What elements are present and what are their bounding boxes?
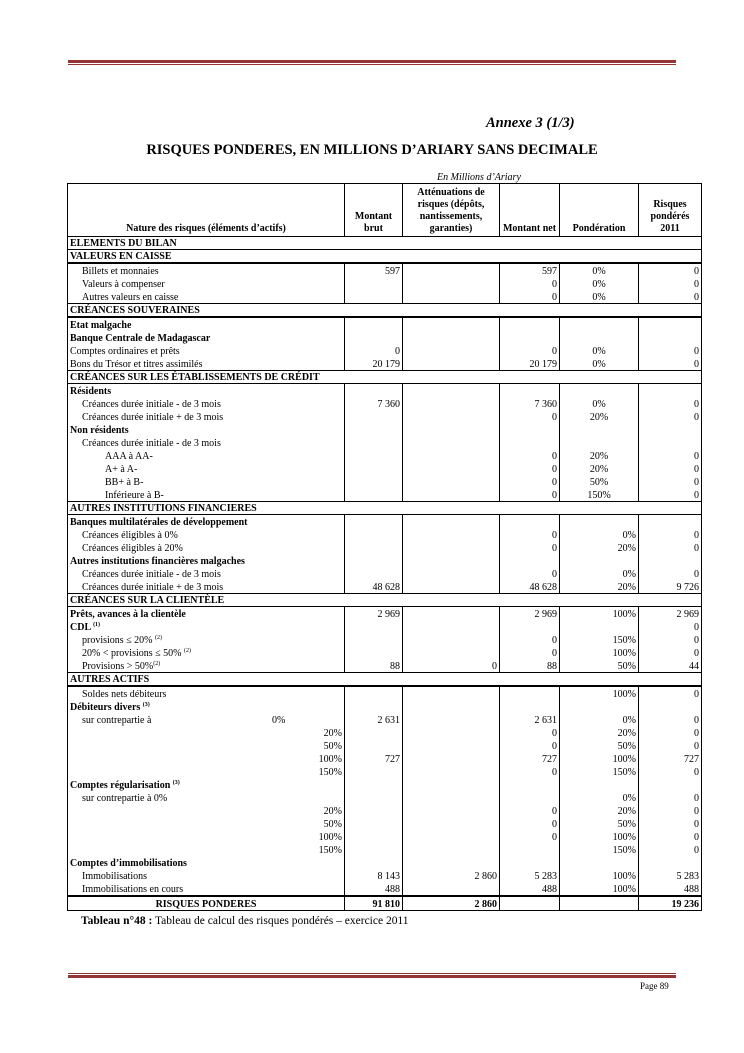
- table-row: 20% 0 20% 0: [68, 726, 702, 739]
- unit-note: En Millions d’Ariary: [437, 172, 521, 183]
- table-row: 20% 0 20% 0: [68, 804, 702, 817]
- table-row: Créances durée initiale - de 3 mois: [68, 436, 702, 449]
- table-row: Créances éligibles à 20% 0 20% 0: [68, 541, 702, 554]
- header-rule: [68, 60, 676, 65]
- header-ponderation: Pondération: [560, 184, 639, 237]
- autres-actifs-block: [68, 686, 702, 896]
- clientele-block: [68, 607, 702, 673]
- footer-rule: [68, 973, 676, 978]
- table-row: 50% 0 50% 0: [68, 817, 702, 830]
- section-clientele: CRÉANCES SUR LA CLIENTÈLE: [68, 594, 702, 607]
- annex-label: Annexe 3 (1/3): [486, 115, 575, 131]
- table-row: Bons du Trésor et titres assimilés 20 179 20 179 0% 0: [68, 357, 702, 371]
- table-row: Créances durée initiale - de 3 mois 7 360 7 360 0% 0: [68, 397, 702, 410]
- table-row: 150% 150% 0: [68, 843, 702, 856]
- table-row: Soldes nets débiteurs 100% 0: [68, 686, 702, 700]
- total-brut: 91 810: [345, 896, 403, 911]
- table-row: Etat malgache: [68, 317, 702, 331]
- table-row: Créances durée initiale + de 3 mois 0 20% 0: [68, 410, 702, 423]
- table-row: sur contrepartie à 0% 0% 0: [68, 791, 702, 804]
- table-row: Provisions > 50%$^{(2)}$ 88 0 88 50% 44: [68, 659, 702, 673]
- table-row: Banques multilatérales de développement: [68, 515, 702, 529]
- autres-institutions-block: [68, 515, 702, 594]
- caisse-block: [68, 263, 702, 304]
- table-row: Valeurs à compenser 0 0% 0: [68, 277, 702, 290]
- section-autres-actifs: AUTRES ACTIFS: [68, 673, 702, 687]
- header-brut: Montant brut: [345, 184, 403, 237]
- table-row: Comptes d’immobilisations: [68, 856, 702, 869]
- table-row: 100% 727 727 100% 727: [68, 752, 702, 765]
- table-row: Immobilisations en cours 488 488 100% 488: [68, 882, 702, 896]
- table-row: Créances durée initiale + de 3 mois 48 628 48 628 20% 9 726: [68, 580, 702, 594]
- table-row: CDL $^{(1)}$ 0: [68, 620, 702, 633]
- table-row: 100% 0 100% 0: [68, 830, 702, 843]
- table-row: Autres institutions financières malgaches: [68, 554, 702, 567]
- table-header-row: [68, 184, 702, 237]
- header-nature: Nature des risques (éléments d’actifs): [68, 184, 345, 237]
- header-risques: Risques pondérés 2011: [639, 184, 702, 237]
- header-net: Montant net: [500, 184, 560, 237]
- table-row: Autres valeurs en caisse 0 0% 0: [68, 290, 702, 304]
- table-row: A+ à A- 0 20% 0: [68, 462, 702, 475]
- table-row: Comptes ordinaires et prêts 0 0 0% 0: [68, 344, 702, 357]
- table-row: Comptes régularisation $^{(3)}$: [68, 778, 702, 791]
- table-row: AAA à AA- 0 20% 0: [68, 449, 702, 462]
- table-row: 50% 0 50% 0: [68, 739, 702, 752]
- table-row: Non résidents: [68, 423, 702, 436]
- table-row: BB+ à B- 0 50% 0: [68, 475, 702, 488]
- table-caption: Tableau n°48 : Tableau de calcul des risques pondérés – exercice 2011: [81, 915, 409, 927]
- etablissements-block: [68, 384, 702, 502]
- total-risques: 19 236: [639, 896, 702, 911]
- section-etablissements: CRÉANCES SUR LES ÉTABLISSEMENTS DE CRÉDIT: [68, 371, 702, 384]
- total-label: RISQUES PONDERES: [68, 896, 345, 911]
- table-row: Créances éligibles à 0% 0 0% 0: [68, 528, 702, 541]
- page-number: Page 89: [640, 981, 669, 991]
- table-row: Banque Centrale de Madagascar: [68, 331, 702, 344]
- table-row: Débiteurs divers $^{(3)}$: [68, 700, 702, 713]
- page-title: RISQUES PONDERES, EN MILLIONS D’ARIARY SANS DECIMALE: [146, 142, 598, 158]
- total-row: [68, 896, 702, 911]
- table-row: Résidents: [68, 384, 702, 398]
- table-row: Créances durée initiale - de 3 mois 0 0% 0: [68, 567, 702, 580]
- table-row: Inférieure à B- 0 150% 0: [68, 488, 702, 502]
- table-row: Immobilisations 8 143 2 860 5 283 100% 5 283: [68, 869, 702, 882]
- total-attenuations: 2 860: [403, 896, 500, 911]
- table-row: 20% < provisions ≤ 50% $^{(2)}$ 0 100% 0: [68, 646, 702, 659]
- souverains-block: [68, 317, 702, 371]
- section-bilan: ELEMENTS DU BILAN: [68, 237, 702, 250]
- table-row: sur contrepartie à 0% 2 631 2 631 0% 0: [68, 713, 702, 726]
- header-attenuations: Atténuations de risques (dépôts, nantissements, garanties): [403, 184, 500, 237]
- section-autres-institutions: AUTRES INSTITUTIONS FINANCIERES: [68, 502, 702, 515]
- table-row: Billets et monnaies 597 597 0% 0: [68, 263, 702, 277]
- section-caisse: VALEURS EN CAISSE: [68, 250, 702, 264]
- table-row: Prêts, avances à la clientèle 2 969 2 969 100% 2 969: [68, 607, 702, 621]
- section-souverains: CRÉANCES SOUVERAINES: [68, 304, 702, 318]
- table-row: 150% 0 150% 0: [68, 765, 702, 778]
- table-row: provisions ≤ 20% $^{(2)}$ 0 150% 0: [68, 633, 702, 646]
- risk-table: [67, 183, 702, 911]
